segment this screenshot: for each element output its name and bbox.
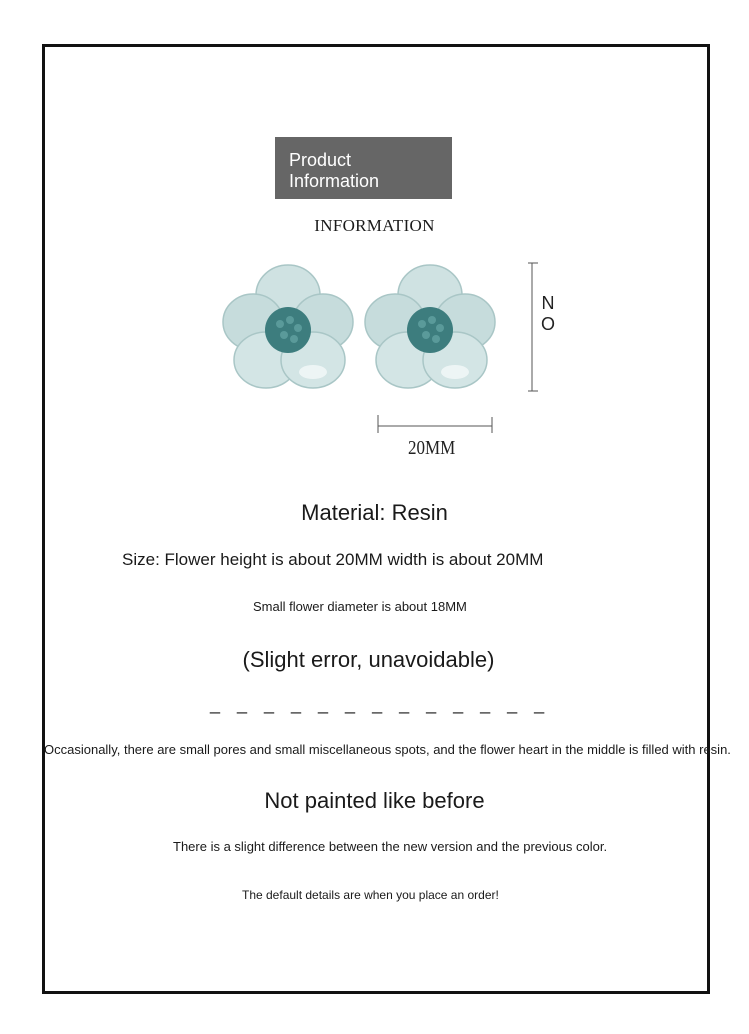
product-information-badge: [275, 137, 452, 199]
height-dimension-label: N O: [540, 293, 555, 334]
height-dimension-line: [526, 262, 538, 392]
width-dimension-label: 20MM: [408, 437, 456, 459]
version-difference-text: There is a slight difference between the new version and the previous color.: [173, 839, 608, 854]
material-text: Material: Resin: [301, 500, 448, 525]
size-text: Size: Flower height is about 20MM width is about 20MM: [122, 550, 544, 569]
pores-notice-text: Occasionally, there are small pores and small miscellaneous spots, and the flower heart in the middle is filled with resin.: [44, 742, 731, 757]
width-dimension-line: [377, 415, 493, 435]
information-subheading: INFORMATION: [314, 216, 435, 235]
badge-line-1: Product: [289, 150, 352, 170]
flower-earring-right-image: [360, 260, 500, 395]
badge-line-2: Information: [289, 171, 380, 191]
small-flower-diameter-text: Small flower diameter is about 18MM: [253, 599, 467, 614]
flower-earring-left-image: [218, 260, 358, 395]
default-details-text: The default details are when you place an order!: [242, 888, 499, 902]
not-painted-heading: Not painted like before: [264, 788, 485, 813]
dashed-divider: _ _ _ _ _ _ _ _ _ _ _ _ _: [210, 694, 551, 714]
product-figure: [210, 255, 570, 470]
slight-error-text: (Slight error, unavoidable): [242, 647, 495, 672]
